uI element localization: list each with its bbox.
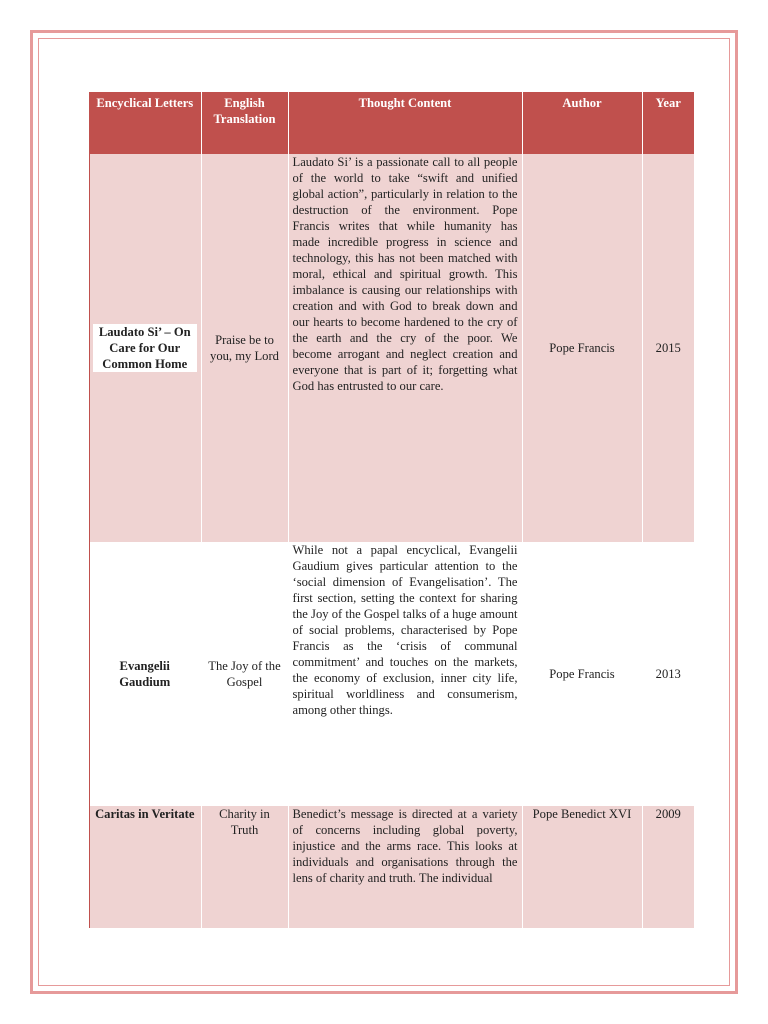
table-row — [89, 154, 694, 542]
column-header-author: Author — [522, 92, 642, 154]
author: Pope Francis — [522, 542, 642, 806]
column-header-translation: English Translation — [201, 92, 288, 154]
year: 2009 — [642, 806, 694, 928]
column-header-encyclical: Encyclical Letters — [89, 92, 201, 154]
english-translation: Praise be to you, my Lord — [201, 154, 288, 542]
table-row — [89, 542, 694, 806]
english-translation: The Joy of the Gospel — [201, 542, 288, 806]
encyclicals-table-container — [89, 92, 694, 928]
year: 2015 — [642, 154, 694, 542]
thought-content: While not a papal encyclical, Evangelii Gaudium gives particular attention to the ‘social dimension of Evangelisation’. The first section, setting the context for sharing the Joy of the Gospel talks of a huge amount of social problems, characterised by Pope Francis as the ‘crisis of communal commitment’ and touches on the markets, the economy of exclusion, inner city life, spiritual worldliness and consumerism, among other things. — [288, 542, 522, 806]
thought-content: Laudato Si’ is a passionate call to all people of the world to take “swift and unified global action”, particularly in relation to the destruction of the environment. Pope Francis writes that while humanity has made incredible progress in science and technology, this has not been matched with moral, ethical and spiritual growth. This imbalance is causing our relationships with creation and with God to break down and our hearts to become hardened to the cry of the earth and the cry of the poor. We become arrogant and neglect creation and everyone that is part of it; forgetting what God has entrusted to our care. — [288, 154, 522, 542]
encyclical-name: Laudato Si’ – On Care for Our Common Home — [93, 324, 197, 372]
encyclical-name: Evangelii Gaudium — [89, 542, 201, 806]
table-row — [89, 806, 694, 928]
author: Pope Benedict XVI — [522, 806, 642, 928]
author: Pope Francis — [522, 154, 642, 542]
year: 2013 — [642, 542, 694, 806]
encyclical-name: Caritas in Veritate — [89, 806, 201, 928]
thought-content: Benedict’s message is directed at a variety of concerns including global poverty, injustice and the arms race. This looks at individuals and organisations through the lens of charity and truth. The individual — [288, 806, 522, 928]
encyclicals-table — [89, 92, 694, 928]
column-header-year: Year — [642, 92, 694, 154]
table-header-row — [89, 92, 694, 154]
column-header-content: Thought Content — [288, 92, 522, 154]
english-translation: Charity in Truth — [201, 806, 288, 928]
